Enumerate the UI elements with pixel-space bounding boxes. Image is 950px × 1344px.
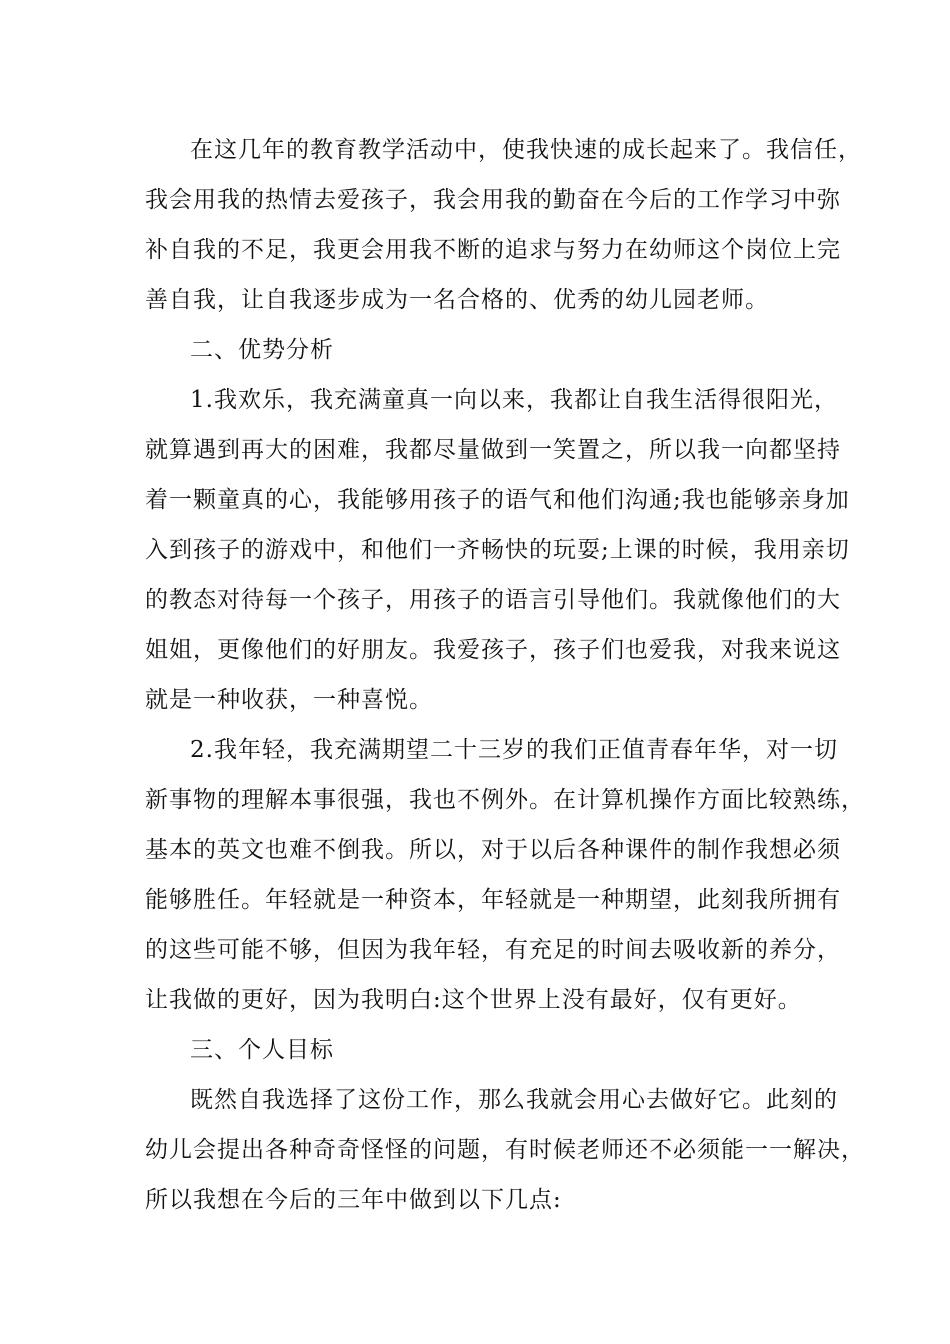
paragraph-line: 在这几年的教育教学活动中，使我快速的成长起来了。我信任， [190,137,862,163]
paragraph-line: 让我做的更好，因为我明白:这个世界上没有最好，仅有更好。 [145,987,802,1013]
paragraph-line: 幼儿会提出各种奇奇怪怪的问题，有时候老师还不必须能一一解决， [145,1137,865,1163]
paragraph-line: 的这些可能不够，但因为我年轻，有充足的时间去吸收新的养分， [145,937,841,963]
paragraph-line: 所以我想在今后的三年中做到以下几点: [145,1187,562,1213]
section-heading: 二、优势分析 [190,337,334,363]
paragraph-line: 2.我年轻，我充满期望二十三岁的我们正值青春年华，对一切 [190,737,838,763]
paragraph-line: 姐姐，更像他们的好朋友。我爱孩子，孩子们也爱我，对我来说这 [145,637,841,663]
section-heading: 三、个人目标 [190,1037,334,1063]
paragraph-line: 基本的英文也难不倒我。所以，对于以后各种课件的制作我想必须 [145,837,841,863]
paragraph-line: 新事物的理解本事很强，我也不例外。在计算机操作方面比较熟练， [145,787,865,813]
paragraph-line: 能够胜任。年轻就是一种资本，年轻就是一种期望，此刻我所拥有 [145,887,841,913]
paragraph-line: 入到孩子的游戏中，和他们一齐畅快的玩耍;上课的时候，我用亲切 [145,537,850,563]
paragraph-line: 补自我的不足，我更会用我不断的追求与努力在幼师这个岗位上完 [145,237,841,263]
paragraph-line: 1.我欢乐，我充满童真一向以来，我都让自我生活得很阳光， [190,387,838,413]
paragraph-line: 我会用我的热情去爱孩子，我会用我的勤奋在今后的工作学习中弥 [145,187,841,213]
paragraph-line: 就是一种收获，一种喜悦。 [145,687,433,713]
paragraph-line: 就算遇到再大的困难，我都尽量做到一笑置之，所以我一向都坚持 [145,437,841,463]
paragraph-line: 善自我，让自我逐步成为一名合格的、优秀的幼儿园老师。 [145,287,769,313]
paragraph-line: 既然自我选择了这份工作，那么我就会用心去做好它。此刻的 [190,1087,838,1113]
paragraph-line: 的教态对待每一个孩子，用孩子的语言引导他们。我就像他们的大 [145,587,841,613]
paragraph-line: 着一颗童真的心，我能够用孩子的语气和他们沟通;我也能够亲身加 [145,487,850,513]
